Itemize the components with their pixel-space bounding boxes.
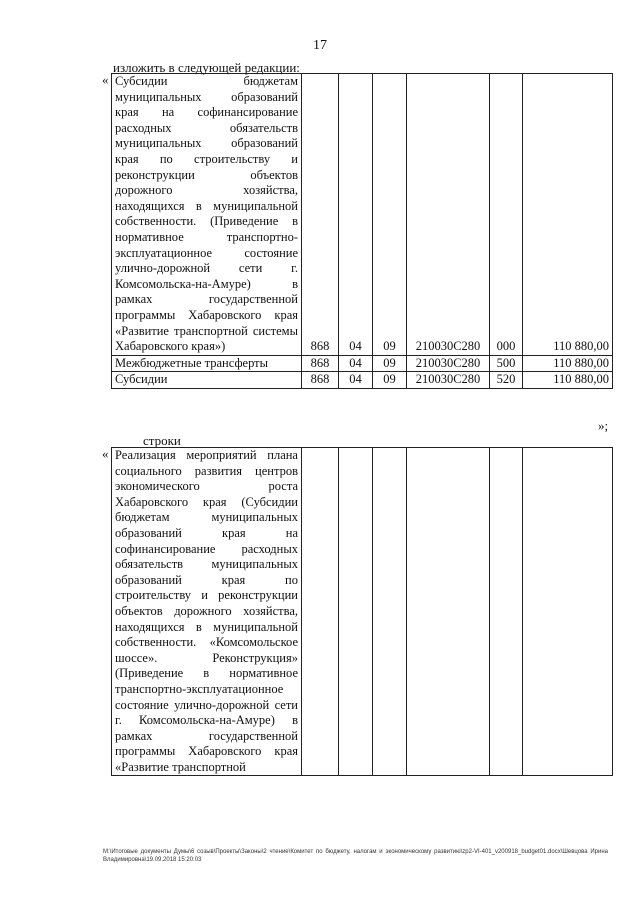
description-text: Реализация мероприятий плана социального развития центров экономического роста Хабаровского края (Субсидии бюджетам муниципальных образований края на софинансирование расходных обязательств муниципальных образований края по строительству и реконструкции объектов дорожного хозяйства, находящихся в муниципальной собственности. «Комсомольское шоссе». Реконструкция» (Приведение в нормативное транспортно-эксплуатационное состояние улично-дорожной сети г. Комсомольска-на-Амуре) в рамках государственной программы Хабаровского края «Развитие транспортной bbox=[115, 448, 298, 774]
amount-cell: 110 880,00 bbox=[523, 74, 613, 356]
empty-cell bbox=[339, 448, 373, 776]
code-cell: 520 bbox=[490, 372, 523, 389]
code-cell: 210030С280 bbox=[407, 372, 490, 389]
open-quote-1: « bbox=[102, 72, 109, 87]
description-text: Субсидии бюджетам муниципальных образований края на софинансирование расходных обязательств муниципальных образований края по строительству и реконструкции объектов дорожного хозяйства, находящихся в муниципальной собственности. (Приведение в нормативное транспортно-эксплуатационное состояние улично-дорожной сети г. Комсомольска-на-Амуре) в рамках государственной программы Хабаровского края «Развитие транспортной системы Хабаровского края») bbox=[115, 74, 298, 354]
code-cell: 09 bbox=[373, 355, 407, 372]
code-cell: 868 bbox=[302, 74, 339, 356]
close-quote: »; bbox=[598, 418, 609, 433]
open-quote-2: « bbox=[102, 446, 109, 461]
empty-cell bbox=[302, 448, 339, 776]
code-cell: 210030С280 bbox=[407, 355, 490, 372]
code-cell: 500 bbox=[490, 355, 523, 372]
code-cell: 868 bbox=[302, 355, 339, 372]
row-label: Межбюджетные трансферты bbox=[112, 355, 302, 372]
code-cell: 04 bbox=[339, 372, 373, 389]
page-number: 17 bbox=[313, 38, 327, 53]
code-cell: 000 bbox=[490, 74, 523, 356]
intro-text: изложить в следующей редакции: bbox=[113, 60, 300, 75]
budget-table-1 bbox=[111, 73, 613, 389]
amount-cell: 110 880,00 bbox=[523, 372, 613, 389]
table-row bbox=[112, 448, 613, 776]
code-cell: 09 bbox=[373, 372, 407, 389]
code-cell: 868 bbox=[302, 372, 339, 389]
row-label: Субсидии bbox=[112, 372, 302, 389]
description-cell bbox=[112, 74, 302, 356]
description-cell bbox=[112, 448, 302, 776]
code-cell: 04 bbox=[339, 74, 373, 356]
code-cell: 09 bbox=[373, 74, 407, 356]
rows-word: строки bbox=[143, 433, 181, 448]
table-row bbox=[112, 74, 613, 356]
empty-cell bbox=[490, 448, 523, 776]
table-row bbox=[112, 372, 613, 389]
budget-table-2 bbox=[111, 447, 613, 776]
code-cell: 04 bbox=[339, 355, 373, 372]
table-row bbox=[112, 355, 613, 372]
empty-cell bbox=[523, 448, 613, 776]
footer-path: М:\Итоговые документы Думы\6 созыв\Проекты\Законы\2 чтение\Комитет по бюджету, налогам и экономическому развитию\zp2-VI-401_v200918_budget01.docx\Шевцова Ирина Владимировна\19.09.2018 15:20:03 bbox=[103, 849, 608, 863]
code-cell: 210030С280 bbox=[407, 74, 490, 356]
amount-cell: 110 880,00 bbox=[523, 355, 613, 372]
empty-cell bbox=[407, 448, 490, 776]
empty-cell bbox=[373, 448, 407, 776]
